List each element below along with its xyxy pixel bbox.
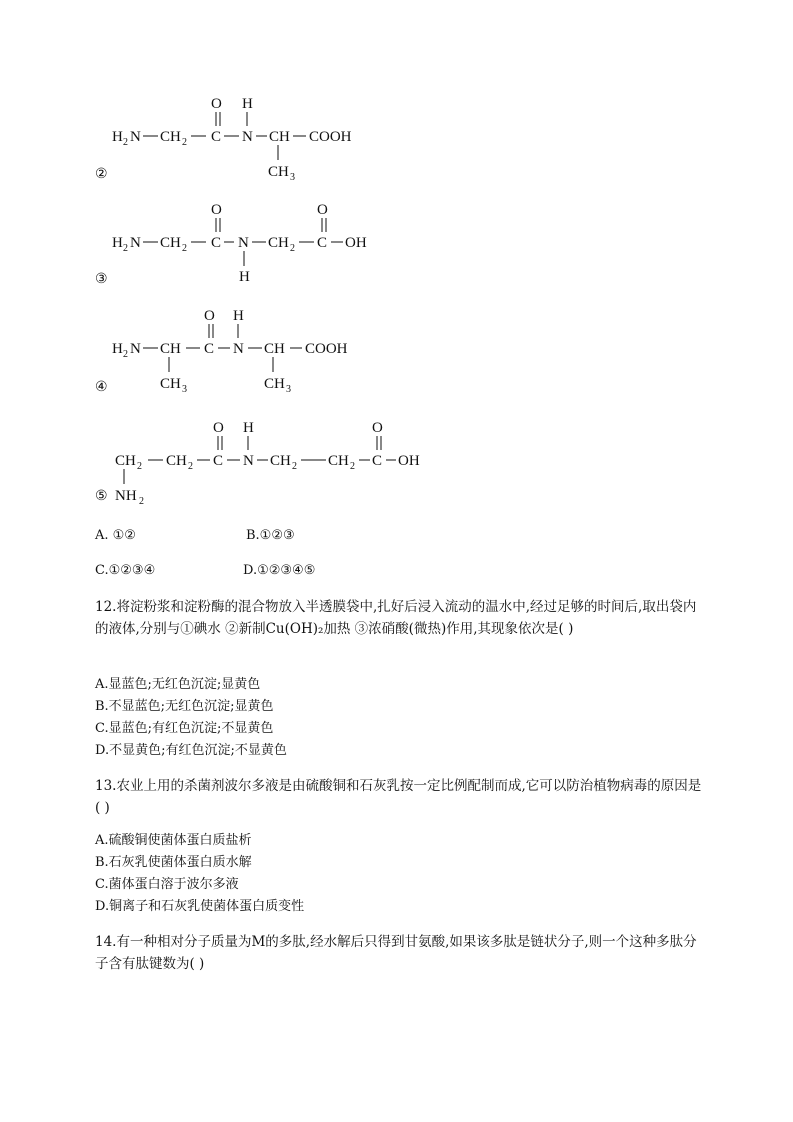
svg-text:2: 2: [123, 137, 128, 148]
svg-text:O: O: [204, 308, 215, 324]
svg-text:H: H: [112, 235, 123, 251]
structure-label-2: ②: [95, 166, 108, 182]
svg-text:N: N: [130, 341, 141, 357]
svg-text:3: 3: [290, 172, 295, 183]
svg-text:N: N: [233, 341, 244, 357]
svg-text:CH: CH: [328, 453, 349, 469]
svg-text:N: N: [242, 129, 253, 145]
svg-text:C: C: [211, 235, 222, 251]
q11-option-c: C.①②③④: [95, 563, 156, 578]
svg-text:2: 2: [350, 461, 355, 472]
structure-label-3: ③: [95, 271, 108, 287]
q11-option-b: B.①②③: [246, 528, 295, 543]
q12-option-c: C.显蓝色;有红色沉淀;不显黄色: [95, 721, 274, 736]
structure-2: [112, 96, 352, 183]
q13-option-d: D.铜离子和石灰乳使菌体蛋白质变性: [95, 899, 305, 914]
svg-text:COOH: COOH: [305, 341, 348, 357]
svg-text:CH: CH: [166, 453, 187, 469]
svg-text:O: O: [211, 96, 222, 112]
svg-text:2: 2: [139, 496, 144, 507]
svg-text:CH: CH: [115, 453, 136, 469]
q13-stem: 13.农业上用的杀菌剂波尔多液是由硫酸铜和石灰乳按一定比例配制而成,它可以防治植物病毒的原因是( ): [95, 778, 702, 816]
svg-text:O: O: [211, 202, 222, 218]
svg-text:CH: CH: [160, 376, 181, 392]
q11-option-d: D.①②③④⑤: [243, 563, 316, 578]
structure-label-5: ⑤: [95, 488, 108, 504]
q12-stem: 12.将淀粉浆和淀粉酶的混合物放入半透膜袋中,扎好后浸入流动的温水中,经过足够的时间后,取出袋内的液体,分别与①碘水 ②新制Cu(OH)₂加热 ③浓硝酸(微热)作用,其现象依次是( ): [95, 599, 697, 637]
structure-formulas: [0, 0, 793, 520]
structure-label-4: ④: [95, 379, 108, 395]
svg-text:CH: CH: [268, 164, 289, 180]
svg-text:H: H: [242, 96, 253, 112]
svg-text:2: 2: [123, 243, 128, 254]
svg-text:2: 2: [123, 349, 128, 360]
svg-text:NH: NH: [115, 488, 137, 504]
svg-text:CH: CH: [264, 376, 285, 392]
svg-text:2: 2: [290, 243, 295, 254]
svg-text:COOH: COOH: [309, 129, 352, 145]
svg-text:CH: CH: [160, 235, 181, 251]
svg-text:H: H: [233, 308, 244, 324]
svg-text:H: H: [112, 341, 123, 357]
svg-text:N: N: [130, 235, 141, 251]
svg-text:CH: CH: [268, 235, 289, 251]
q12-option-b: B.不显蓝色;无红色沉淀;显黄色: [95, 699, 274, 714]
svg-text:2: 2: [292, 461, 297, 472]
svg-text:C: C: [372, 453, 383, 469]
svg-text:CH: CH: [160, 129, 181, 145]
svg-text:O: O: [213, 420, 224, 436]
q14-stem: 14.有一种相对分子质量为M的多肽,经水解后只得到甘氨酸,如果该多肽是链状分子,则一个这种多肽分子含有肽键数为( ): [95, 934, 697, 972]
svg-text:CH: CH: [264, 341, 285, 357]
svg-text:3: 3: [286, 384, 291, 395]
svg-text:N: N: [238, 235, 249, 251]
q13-option-c: C.菌体蛋白溶于波尔多液: [95, 877, 239, 892]
svg-text:H: H: [239, 269, 250, 285]
svg-text:2: 2: [137, 461, 142, 472]
svg-text:C: C: [211, 129, 222, 145]
q13-option-a: A.硫酸铜使菌体蛋白质盐析: [95, 833, 252, 848]
svg-text:CH: CH: [269, 129, 290, 145]
svg-text:H: H: [112, 129, 123, 145]
svg-text:C: C: [213, 453, 224, 469]
q12-option-a: A.显蓝色;无红色沉淀;显黄色: [95, 677, 261, 692]
structure-3: [112, 202, 367, 285]
svg-text:O: O: [372, 420, 383, 436]
svg-text:H: H: [243, 420, 254, 436]
svg-text:OH: OH: [345, 235, 367, 251]
svg-text:C: C: [317, 235, 328, 251]
structure-5: [115, 420, 420, 507]
svg-text:N: N: [243, 453, 254, 469]
q11-option-a: A. ①②: [95, 528, 136, 543]
svg-text:2: 2: [182, 137, 187, 148]
svg-text:3: 3: [182, 384, 187, 395]
svg-text:N: N: [130, 129, 141, 145]
svg-text:OH: OH: [398, 453, 420, 469]
q12-option-d: D.不显黄色;有红色沉淀;不显黄色: [95, 743, 287, 758]
svg-text:O: O: [317, 202, 328, 218]
q13-option-b: B.石灰乳使菌体蛋白质水解: [95, 855, 252, 870]
svg-text:2: 2: [182, 243, 187, 254]
svg-text:2: 2: [188, 461, 193, 472]
structure-4: [112, 308, 348, 395]
svg-text:CH: CH: [160, 341, 181, 357]
svg-text:C: C: [204, 341, 215, 357]
svg-text:CH: CH: [270, 453, 291, 469]
